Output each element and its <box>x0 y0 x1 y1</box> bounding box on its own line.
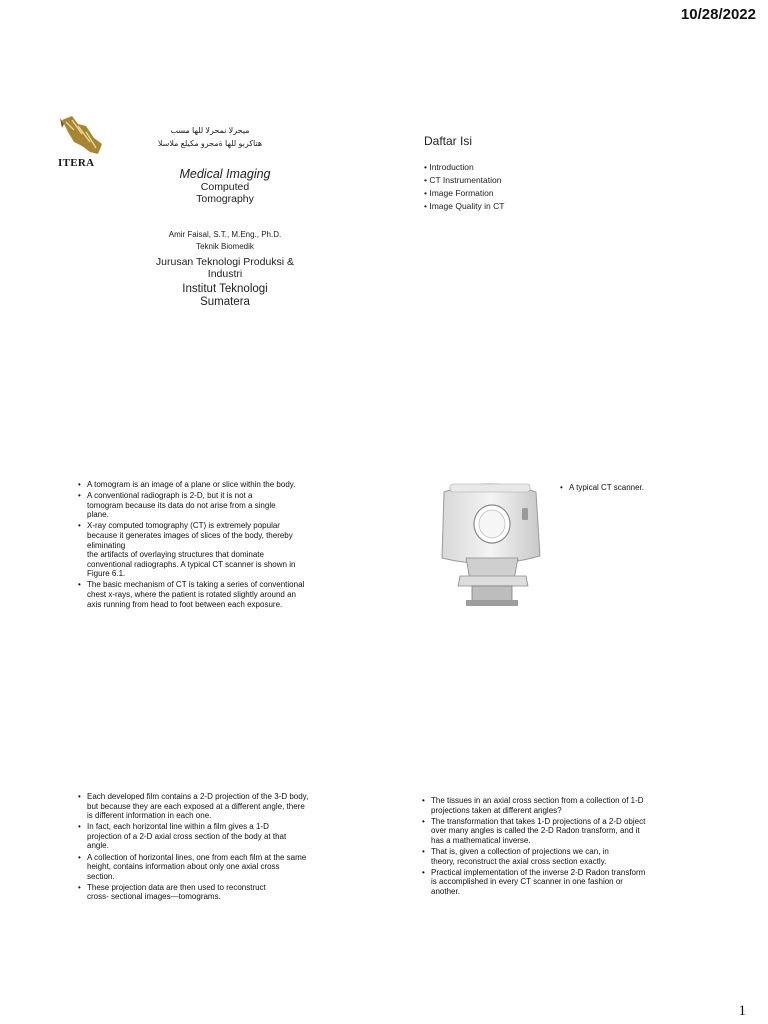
slide-title: Medical Imaging <box>179 167 271 181</box>
institute <box>140 283 310 309</box>
bullet-item: • A typical CT scanner. <box>560 483 740 493</box>
slide4-bullets <box>560 483 740 494</box>
ct-scanner-icon <box>436 478 544 608</box>
bullet-item: • These projection data are then used to reconstruct cross- sectional images—tomograms. <box>78 883 353 902</box>
toc-item: • Introduction <box>424 162 474 172</box>
ct-scanner-image <box>436 478 544 608</box>
bullet-item: • Each developed film contains a 2-D projection of the 3-D body, but because they are each exposed at a different angle, there is different information in each one. <box>78 792 353 821</box>
bullet-item: • The basic mechanism of CT is taking a series of conventional chest x-rays, where the patient is rotated slightly around an axis running from head to foot between each exposure. <box>78 580 348 609</box>
logo-text: ITERA <box>58 157 95 169</box>
print-date: 10/28/2022 <box>680 6 756 23</box>
itera-emblem-icon <box>56 114 106 158</box>
itera-logo <box>56 114 106 174</box>
slide3-bullets <box>78 480 348 611</box>
institute-line: Sumatera <box>200 296 250 308</box>
toc-item: • Image Quality in CT <box>424 201 505 211</box>
author-block <box>140 229 310 253</box>
bullet-item: • X-ray computed tomography (CT) is extremely popular because it generates images of slices of the body, thereby eliminating the artifacts of overlaying structures that dominate conventional radiographs. A typical CT scanner is shown in Figure 6.1. <box>78 521 348 579</box>
author-name: Amir Faisal, S.T., M.Eng., Ph.D. <box>168 230 282 239</box>
toc-title: Daftar Isi <box>424 134 473 148</box>
bullet-item: • A tomogram is an image of a plane or slice within the body. <box>78 480 348 490</box>
toc-list <box>424 161 504 213</box>
slide-subtitle-line: Computed <box>200 181 250 193</box>
bullet-item: • Practical implementation of the inverse 2-D Radon transform is accomplished in every CT scanner in one fashion or another. <box>422 868 692 897</box>
slide6-bullets <box>422 796 692 898</box>
department-line: Industri <box>207 268 243 280</box>
bullet-item: • That is, given a collection of projections we can, in theory, reconstruct the axial cross section exactly. <box>422 847 692 866</box>
slide-subtitle-line: Tomography <box>196 193 254 205</box>
slide5-bullets <box>78 792 353 904</box>
institute-line: Institut Teknologi <box>182 283 268 295</box>
bullet-item: • A conventional radiograph is 2-D, but it is not a tomogram because its data do not arise from a single plane. <box>78 491 348 520</box>
bullet-item: • The transformation that takes 1-D projections of a 2-D object over many angles is called the 2-D Radon transform, and it has a mathematical inverse. <box>422 817 692 846</box>
toc-item: • CT Instrumentation <box>424 175 502 185</box>
bullet-item: • The tissues in an axial cross section from a collection of 1-D projections taken at different angles? <box>422 796 692 815</box>
department-line: Jurusan Teknologi Produksi & <box>155 256 295 268</box>
arabic-line: هتاكربو للها ةمحرو مكيلع ملاسلا <box>157 139 263 148</box>
department <box>125 256 325 280</box>
bullet-item: • A collection of horizontal lines, one from each film at the same height, contains information about only one axial cross section. <box>78 853 353 882</box>
bullet-item: • In fact, each horizontal line within a film gives a 1-D projection of a 2-D axial cross section of the body at that angle. <box>78 822 353 851</box>
page-number: 1 <box>738 1003 746 1019</box>
program-name: Teknik Biomedik <box>196 242 254 251</box>
slide-title-block <box>140 167 310 205</box>
arabic-greeting <box>140 124 280 150</box>
arabic-line: ميحرلا نمحرلا للها مسب <box>170 126 250 135</box>
toc-item: • Image Formation <box>424 188 494 198</box>
